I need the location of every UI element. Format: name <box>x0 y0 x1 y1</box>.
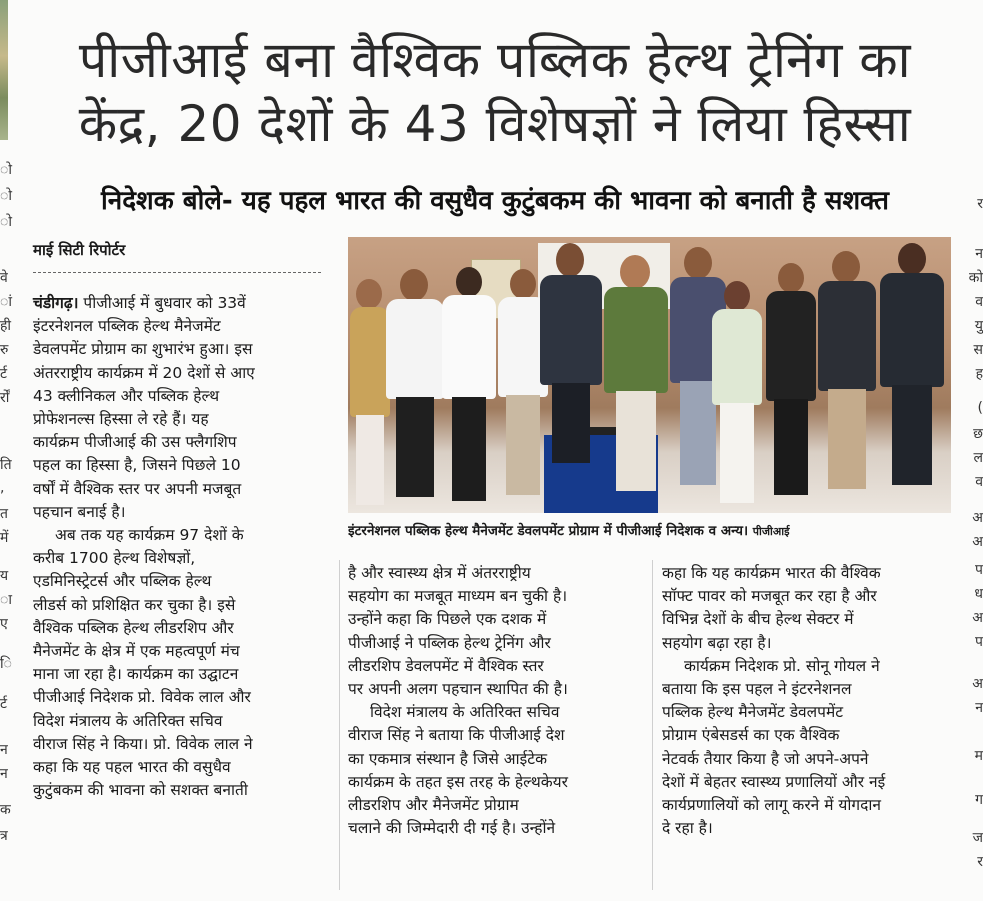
body-line: लीडरशिप और मैनेजमेंट प्रोग्राम <box>348 796 519 815</box>
body-line: उन्होंने कहा कि पिछले एक दशक में <box>348 610 547 629</box>
headline <box>30 28 960 156</box>
body-line: सहयोग बढ़ा रहा है। <box>662 633 772 652</box>
body-line: कार्यप्रणालियों को लागू करने में योगदान <box>662 796 881 815</box>
body-line: का एकमात्र संस्थान है जिसे आईटेक <box>348 749 547 768</box>
body-line: कार्यक्रम पीजीआई की उस फ्लैगशिप <box>33 433 237 452</box>
column-2 <box>348 562 638 840</box>
body-line: प्रोग्राम एंबेसडर्स का एक वैश्विक <box>662 726 840 745</box>
left-fragment: ो <box>0 162 12 178</box>
body-line: देशों में बेहतर स्वास्थ्य प्रणालियों और नई <box>662 772 886 791</box>
body-line: पब्लिक हेल्थ मैनेजमेंट डेवलपमेंट <box>662 703 844 722</box>
right-fragment: न <box>975 246 983 262</box>
body-line: मैनेजमेंट के क्षेत्र में एक महत्वपूर्ण मंच <box>33 642 240 661</box>
body-line: लीडरशिप डेवलपमेंट में वैश्विक स्तर <box>348 656 544 675</box>
left-fragment: , <box>0 480 5 496</box>
column-1 <box>33 292 323 802</box>
right-fragment: ह <box>975 366 983 382</box>
body-line: बताया कि इस पहल ने इंटरनेशनल <box>662 680 852 699</box>
body-line: पहल का हिस्सा है, जिसने पिछले 10 <box>33 456 241 475</box>
left-fragment: ति <box>0 457 12 473</box>
body-line: 43 क्लीनिकल और पब्लिक हेल्थ <box>33 386 220 405</box>
right-fragment: व <box>975 474 983 490</box>
body-line: सहयोग का मजबूत माध्यम बन चुकी है। <box>348 587 568 606</box>
body-line: इंटरनेशनल पब्लिक हेल्थ मैनेजमेंट <box>33 317 221 336</box>
left-fragment: ां <box>0 294 12 310</box>
right-fragment: न <box>975 700 983 716</box>
body-line: पर अपनी अलग पहचान स्थापित की है। <box>348 680 568 699</box>
right-fragment: अ <box>972 534 983 550</box>
headline-line-1: पीजीआई बना वैश्विक पब्लिक हेल्थ ट्रेनिंग का <box>78 31 912 89</box>
body-line: विदेश मंत्रालय के अतिरिक्त सचिव <box>370 703 560 722</box>
body-line: वीराज सिंह ने बताया कि पीजीआई देश <box>348 726 565 745</box>
body-line: चंडीगढ़। पीजीआई में बुधवार को 33वें <box>33 294 246 312</box>
column-3 <box>662 562 952 840</box>
body-line: माना जा रहा है। कार्यक्रम का उद्घाटन <box>33 665 239 684</box>
subheadline: निदेशक बोले- यह पहल भारत की वसुधैव कुटुंबकम की भावना को बनाती है सशक्त <box>101 186 889 216</box>
body-line: कहा कि यह कार्यक्रम भारत की वैश्विक <box>662 564 881 582</box>
right-fragment: ल <box>973 450 983 466</box>
left-fragment: न <box>0 742 8 758</box>
right-fragment: ज <box>972 830 983 846</box>
right-fragment: ग <box>975 792 983 808</box>
body-line: वर्षों में वैश्विक स्तर पर अपनी मजबूत <box>33 479 242 498</box>
body-line: है और स्वास्थ्य क्षेत्र में अंतरराष्ट्रीय <box>348 564 531 582</box>
body-line: नेटवर्क तैयार किया है जो अपने-अपने <box>662 749 869 768</box>
left-fragment: रु <box>0 342 9 358</box>
body-line: कुटुंबकम की भावना को सशक्त बनाती <box>33 781 248 800</box>
left-fragment: ा <box>0 592 12 608</box>
right-edge-adjacent-article <box>969 0 983 901</box>
adjacent-photo-strip <box>0 0 8 140</box>
left-fragment: य <box>0 568 9 584</box>
byline-divider <box>33 272 321 273</box>
left-fragment: ि <box>0 656 12 672</box>
right-fragment: ध <box>974 586 983 602</box>
body-line: एडमिनिस्ट्रेटर्स और पब्लिक हेल्थ <box>33 572 212 591</box>
article-photo <box>348 237 951 513</box>
column-divider <box>339 560 340 890</box>
right-fragment: स <box>973 342 983 358</box>
left-fragment: ए <box>0 616 8 632</box>
body-line: अंतरराष्ट्रीय कार्यक्रम में 20 देशों से आए <box>33 363 255 382</box>
right-fragment: प <box>975 562 983 578</box>
headline-line-2: केंद्र, 20 देशों के 43 विशेषज्ञों ने लिया हिस्सा <box>78 95 912 153</box>
right-fragment: अ <box>972 510 983 526</box>
left-fragment: में <box>0 530 9 546</box>
left-edge-adjacent-article <box>0 0 14 901</box>
left-fragment: र्रों <box>0 390 10 406</box>
body-line: करीब 1700 हेल्थ विशेषज्ञों, <box>33 549 196 568</box>
right-fragment: अ <box>972 610 983 626</box>
right-fragment: छ <box>973 426 983 442</box>
body-line: पीजीआई निदेशक प्रो. विवेक लाल और <box>33 688 251 707</box>
body-line: अब तक यह कार्यक्रम 97 देशों के <box>55 526 244 545</box>
column-divider <box>652 560 653 890</box>
right-fragment: म <box>974 748 983 764</box>
left-fragment: ो <box>0 214 12 230</box>
left-fragment: क <box>0 802 11 818</box>
body-line: डेवलपमेंट प्रोग्राम का शुभारंभ हुआ। इस <box>33 340 253 359</box>
right-fragment: यु <box>974 318 983 334</box>
body-line: वैश्विक पब्लिक हेल्थ लीडरशिप और <box>33 618 234 637</box>
body-line: सॉफ्ट पावर को मजबूत कर रहा है और <box>662 587 877 606</box>
body-line: कार्यक्रम निदेशक प्रो. सोनू गोयल ने <box>684 656 880 675</box>
photo-caption-text: इंटरनेशनल पब्लिक हेल्थ मैनेजमेंट डेवलपमेंट प्रोग्राम में पीजीआई निदेशक व अन्य। <box>348 523 749 539</box>
body-line: पहचान बनाई है। <box>33 502 126 521</box>
body-line: कहा कि यह पहल भारत की वसुधैव <box>33 758 231 777</box>
left-fragment: न <box>0 766 8 782</box>
body-line: लीडर्स को प्रशिक्षित कर चुका है। इसे <box>33 595 236 614</box>
left-fragment: र्ट <box>0 366 8 382</box>
body-line: चलाने की जिम्मेदारी दी गई है। उन्होंने <box>348 819 556 838</box>
body-line: विभिन्न देशों के बीच हेल्थ सेक्टर में <box>662 610 854 629</box>
left-fragment: त्र <box>0 828 8 844</box>
photo-caption <box>348 517 951 545</box>
left-fragment: ही <box>0 318 12 334</box>
left-fragment: त <box>0 506 8 522</box>
body-line: प्रोफेशनल्स हिस्सा ले रहे हैं। यह <box>33 410 209 429</box>
body-line: पीजीआई ने पब्लिक हेल्थ ट्रेनिंग और <box>348 633 551 652</box>
right-fragment: अ <box>972 676 983 692</box>
body-line: कार्यक्रम के तहत इस तरह के हेल्थकेयर <box>348 772 568 791</box>
right-fragment: को <box>969 270 983 286</box>
left-fragment: वे <box>0 270 8 286</box>
body-line: वीराज सिंह ने किया। प्रो. विवेक लाल ने <box>33 734 253 753</box>
dateline: चंडीगढ़। <box>33 294 79 312</box>
body-line: दे रहा है। <box>662 819 713 838</box>
photo-credit: पीजीआई <box>752 525 790 538</box>
left-fragment: र्ट <box>0 696 8 712</box>
left-fragment: ो <box>0 188 12 204</box>
body-line: विदेश मंत्रालय के अतिरिक्त सचिव <box>33 711 223 730</box>
right-fragment: र <box>977 854 983 870</box>
right-fragment: प <box>975 634 983 650</box>
byline: माई सिटी रिपोर्टर <box>33 241 126 259</box>
right-fragment: व <box>975 294 983 310</box>
right-fragment: र <box>977 196 983 212</box>
right-fragment: ( <box>977 400 983 416</box>
